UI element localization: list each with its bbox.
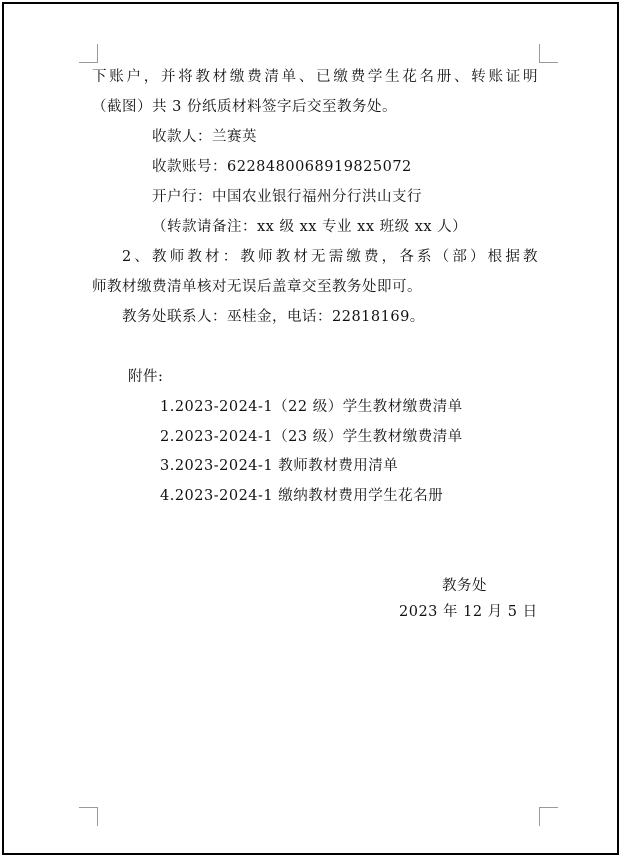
paragraph-line-2: （截图）共 3 份纸质材料签字后交至教务处。 xyxy=(92,99,397,115)
teacher-textbook-line-1: 2、教师教材：教师教材无需缴费，各系（部）根据教 xyxy=(122,249,538,265)
account-number-line: 收款账号：6228480068919825072 xyxy=(152,159,412,175)
teacher-textbook-line-2: 师教材缴费清单核对无误后盖章交至教务处即可。 xyxy=(92,279,422,295)
paragraph-line-1: 下账户，并将教材缴费清单、已缴费学生花名册、转账证明 xyxy=(92,69,538,85)
transfer-note-line: （转款请备注：xx 级 xx 专业 xx 班级 xx 人） xyxy=(152,219,468,235)
contact-line: 教务处联系人：巫桂金，电话：22818169。 xyxy=(122,309,425,325)
bank-line: 开户行：中国农业银行福州分行洪山支行 xyxy=(152,189,422,205)
signature-organization: 教务处 xyxy=(442,578,487,594)
attachment-item-1: 1.2023-2024-1（22 级）学生教材缴费清单 xyxy=(160,399,463,415)
attachment-item-2: 2.2023-2024-1（23 级）学生教材缴费清单 xyxy=(160,429,463,445)
page-corner-mark-top-left xyxy=(79,44,98,63)
attachment-item-4: 4.2023-2024-1 缴纳教材费用学生花名册 xyxy=(160,488,444,504)
attachments-heading: 附件: xyxy=(128,369,164,385)
attachment-item-3: 3.2023-2024-1 教师教材费用清单 xyxy=(160,458,399,474)
signature-date: 2023 年 12 月 5 日 xyxy=(399,604,538,620)
payee-line: 收款人：兰赛英 xyxy=(152,129,257,145)
page-corner-mark-top-right xyxy=(539,44,558,63)
page-corner-mark-bottom-left xyxy=(79,807,98,826)
page-corner-mark-bottom-right xyxy=(539,807,558,826)
